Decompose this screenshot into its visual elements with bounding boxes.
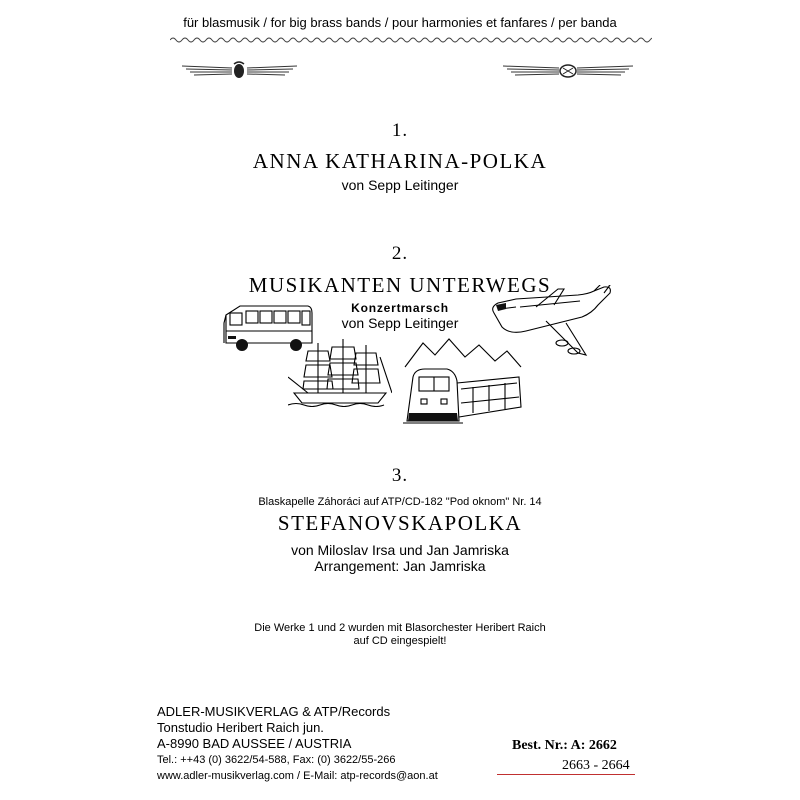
- publisher-phone: Tel.: ++43 (0) 3622/54-588, Fax: (0) 3622/55-266: [157, 754, 396, 766]
- publisher-name: ADLER-MUSIKVERLAG & ATP/Records: [157, 704, 391, 719]
- recording-note-line-1: Die Werke 1 und 2 wurden mit Blasorchester Heribert Raich: [254, 622, 546, 634]
- work-2-subtitle: Konzertmarsch: [351, 301, 449, 315]
- order-number: Best. Nr.: A: 2662: [512, 738, 617, 753]
- order-number-extra: 2663 - 2664: [562, 758, 630, 773]
- work-2-composer: von Sepp Leitinger: [341, 315, 459, 331]
- ornament-left-icon: [182, 60, 297, 82]
- work-1-title: ANNA KATHARINA-POLKA: [252, 149, 548, 173]
- work-3-arrangement: Arrangement: Jan Jamriska: [314, 558, 486, 574]
- order-underline: [497, 774, 635, 775]
- ornament-right-icon: [503, 60, 633, 82]
- sailing-ship-icon: [288, 337, 392, 407]
- work-2-number: 2.: [391, 243, 409, 264]
- work-2-title: MUSIKANTEN UNTERWEGS: [248, 273, 552, 297]
- publisher-web: www.adler-musikverlag.com / E-Mail: atp-records@aon.at: [157, 770, 438, 782]
- header-tagline: für blasmusik / for big brass bands / pour harmonies et fanfares / per banda: [183, 15, 617, 30]
- airplane-icon: [486, 285, 618, 363]
- work-3-recording: Blaskapelle Záhoráci auf ATP/CD-182 "Pod oknom" Nr. 14: [258, 496, 542, 508]
- publisher-block: [157, 704, 438, 784]
- work-3-number: 3.: [391, 465, 409, 486]
- work-1-composer: von Sepp Leitinger: [341, 177, 459, 193]
- recording-note-line-2: auf CD eingespielt!: [353, 635, 447, 647]
- work-3-title: STEFANOVSKAPOLKA: [277, 511, 523, 535]
- publisher-address: A-8990 BAD AUSSEE / AUSTRIA: [157, 736, 352, 751]
- recording-note: [0, 622, 800, 648]
- wavy-divider: [170, 36, 652, 44]
- publisher-studio: Tonstudio Heribert Raich jun.: [157, 720, 324, 735]
- work-3-composer: von Miloslav Irsa und Jan Jamriska: [291, 542, 509, 558]
- work-1-number: 1.: [391, 120, 409, 141]
